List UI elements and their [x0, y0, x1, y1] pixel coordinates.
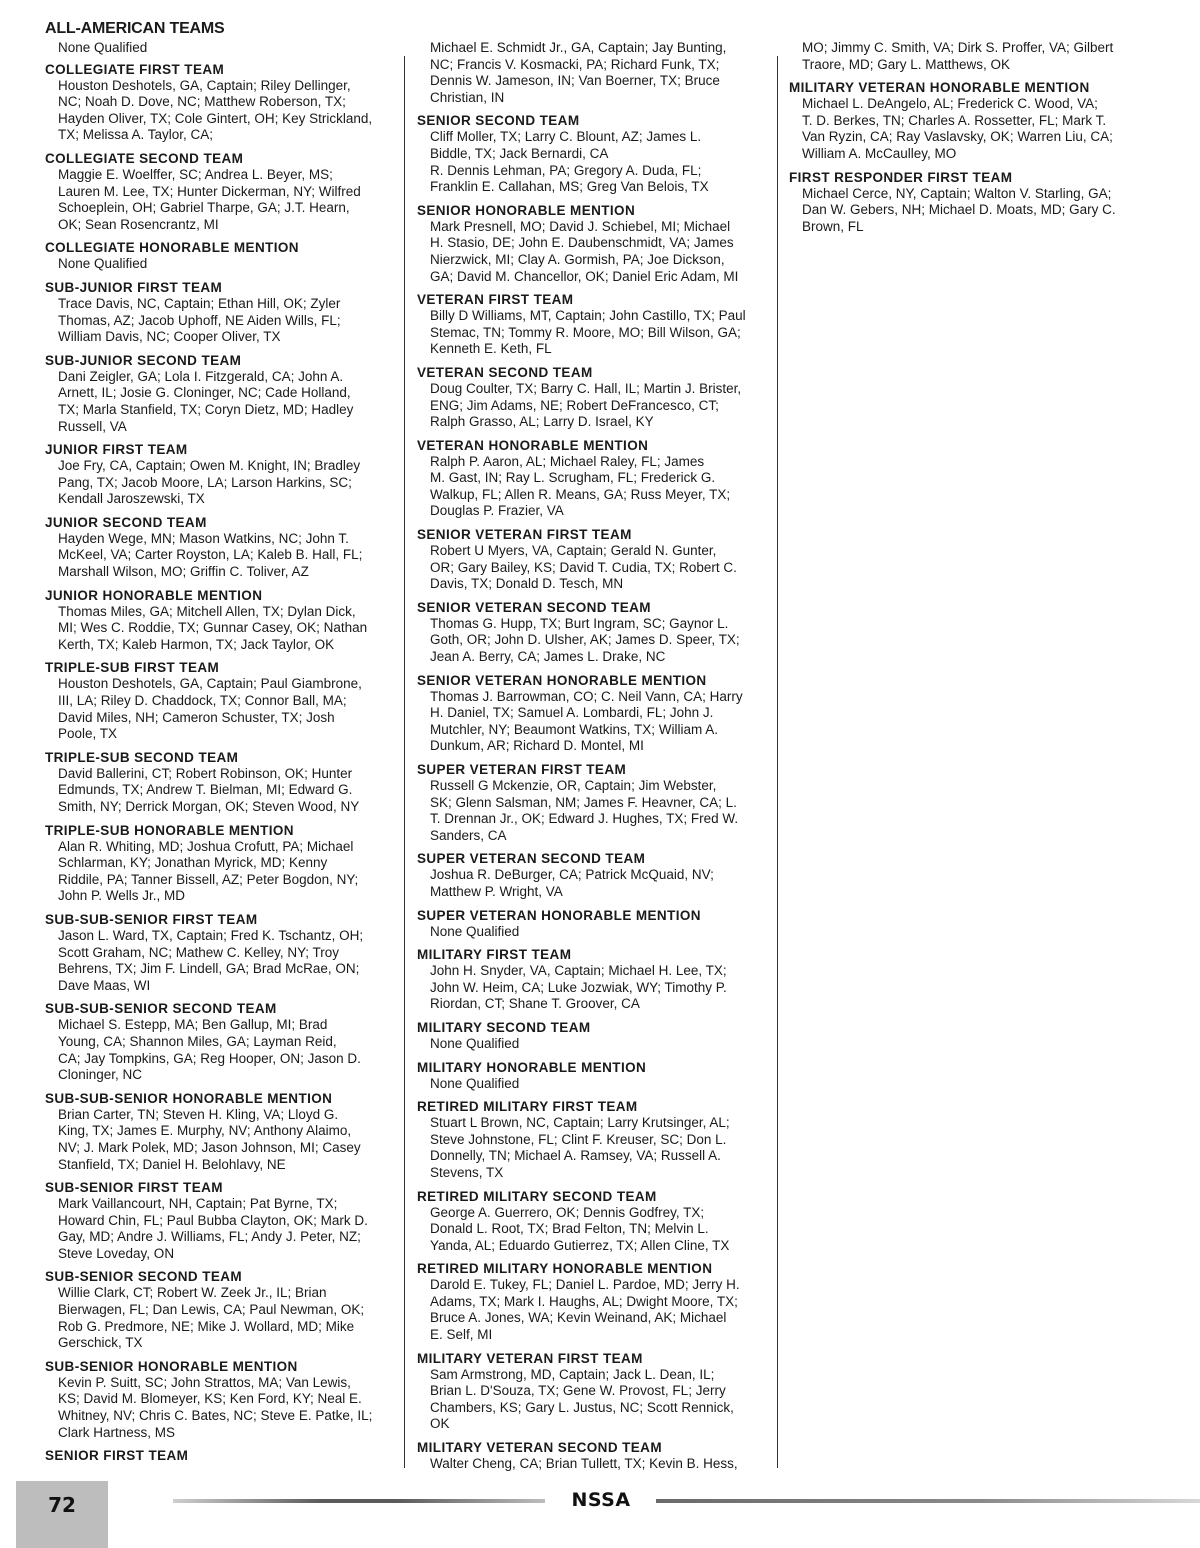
- member-line: David Ballerini, CT; Robert Robinson, OK; Hunter: [58, 765, 353, 781]
- member-line: Arnett, IL; Josie G. Cloninger, NC; Cade Holland,: [58, 385, 351, 401]
- member-line: Poole, TX: [58, 726, 118, 742]
- team-heading: VETERAN FIRST TEAM: [417, 292, 574, 308]
- member-line: Brian Carter, TN; Steven H. Kling, VA; Lloyd G.: [58, 1106, 339, 1122]
- member-line: Robert U Myers, VA, Captain; Gerald N. Gunter,: [430, 543, 717, 559]
- member-line: Gay, MD; Andre J. Williams, FL; Andy J. Peter, NZ;: [58, 1229, 361, 1245]
- team-members: [430, 778, 767, 844]
- member-line: Michael S. Estepp, MA; Ben Gallup, MI; Brad: [58, 1017, 328, 1033]
- team-section: [45, 514, 390, 581]
- member-line: Doug Coulter, TX; Barry C. Hall, IL; Martin J. Brister,: [430, 380, 742, 396]
- member-line: Walkup, FL; Allen R. Means, GA; Russ Meyer, TX;: [430, 486, 731, 502]
- team-heading: SUB-SENIOR FIRST TEAM: [45, 1180, 223, 1196]
- column-2: [417, 40, 767, 1479]
- team-heading: MILITARY FIRST TEAM: [417, 947, 572, 963]
- member-line: Riordan, CT; Shane T. Groover, CA: [430, 996, 640, 1012]
- member-line: Trace Davis, NC, Captain; Ethan Hill, OK; Zyler: [58, 295, 341, 311]
- team-section: [789, 169, 1144, 236]
- team-members: [430, 308, 767, 358]
- member-line: Joshua R. DeBurger, CA; Patrick McQuaid, NV;: [430, 867, 714, 883]
- team-heading: VETERAN SECOND TEAM: [417, 364, 593, 380]
- member-line: Dunkum, AR; Richard D. Montel, MI: [430, 738, 644, 754]
- team-members: [58, 676, 390, 742]
- team-heading: SENIOR VETERAN HONORABLE MENTION: [417, 672, 707, 688]
- team-section: [417, 599, 767, 666]
- team-members: [58, 1196, 390, 1262]
- member-line: Yanda, AL; Eduardo Gutierrez, TX; Allen Cline, TX: [430, 1237, 730, 1253]
- team-heading: MILITARY HONORABLE MENTION: [417, 1059, 647, 1075]
- member-line: William A. McCaulley, MO: [802, 145, 957, 161]
- team-heading: SUB-JUNIOR SECOND TEAM: [45, 352, 242, 368]
- column-divider-1: [404, 56, 405, 1468]
- member-line: Cliff Moller, TX; Larry C. Blount, AZ; James L.: [430, 129, 702, 145]
- member-line: Kenneth E. Keth, FL: [430, 341, 552, 357]
- team-section: [45, 822, 390, 905]
- member-line: Mutchler, NY; Beaumont Watkins, TX; William A.: [430, 721, 718, 737]
- footer-rule-right: [656, 1499, 1200, 1503]
- member-line: Mark Presnell, MO; David J. Schiebel, MI; Michael: [430, 218, 731, 234]
- member-line: Russell G Mckenzie, OR, Captain; Jim Webster,: [430, 778, 717, 793]
- team-section: [417, 1019, 767, 1053]
- member-line: Behrens, TX; Jim F. Lindell, GA; Brad McRae, ON;: [58, 961, 360, 977]
- team-heading: MILITARY VETERAN HONORABLE MENTION: [789, 80, 1090, 96]
- member-line: Stemac, TN; Tommy R. Moore, MO; Bill Wilson, GA;: [430, 324, 741, 340]
- member-line: Walter Cheng, CA; Brian Tullett, TX; Kevin B. Hess,: [430, 1456, 738, 1472]
- member-line: Adams, TX; Mark I. Haughs, AL; Dwight Moore, TX;: [430, 1293, 738, 1309]
- team-members: [802, 40, 1144, 73]
- member-line: MI; Wes C. Roddie, TX; Gunnar Casey, OK; Nathan: [58, 620, 368, 636]
- team-section: [45, 441, 390, 508]
- team-heading: SUPER VETERAN FIRST TEAM: [417, 762, 627, 777]
- member-line: Goth, OR; John D. Ulsher, AK; James D. Speer, TX;: [430, 632, 740, 648]
- team-section: [45, 587, 390, 654]
- team-heading: JUNIOR FIRST TEAM: [45, 442, 188, 458]
- member-line: Van Ryzin, CA; Ray Vaslavsky, OK; Warren Liu, CA;: [802, 129, 1113, 145]
- team-heading: MILITARY VETERAN FIRST TEAM: [417, 1350, 643, 1366]
- team-members: [430, 219, 767, 285]
- team-members: [430, 1036, 767, 1053]
- member-line: Ralph P. Aaron, AL; Michael Raley, FL; James: [430, 453, 705, 469]
- member-line: H. Stasio, DE; John E. Daubenschmidt, VA; James: [430, 235, 734, 251]
- team-members: [430, 1367, 767, 1433]
- team-heading: MILITARY SECOND TEAM: [417, 1019, 591, 1035]
- member-line: George A. Guerrero, OK; Dennis Godfrey, TX;: [430, 1204, 705, 1220]
- team-heading: SUPER VETERAN HONORABLE MENTION: [417, 907, 701, 923]
- member-line: Dave Maas, WI: [58, 977, 151, 993]
- team-heading: SENIOR VETERAN SECOND TEAM: [417, 599, 651, 615]
- team-heading: RETIRED MILITARY HONORABLE MENTION: [417, 1261, 713, 1277]
- member-line: Houston Deshotels, GA, Captain; Paul Giambrone,: [58, 676, 362, 692]
- member-line: Dennis W. Jameson, IN; Van Boerner, TX; Bruce: [430, 73, 720, 89]
- member-line: Michael E. Schmidt Jr., GA, Captain; Jay Bunting,: [430, 40, 727, 55]
- team-members: [58, 839, 390, 905]
- member-line: CA; Jay Tompkins, GA; Reg Hooper, ON; Jason D.: [58, 1050, 361, 1066]
- team-section: [417, 364, 767, 431]
- member-line: Kendall Jaroszewski, TX: [58, 491, 205, 507]
- member-line: Scott Graham, NC; Mathew C. Kelley, NY; Troy: [58, 944, 339, 960]
- team-section: [417, 761, 767, 844]
- page-number: 72: [48, 1493, 76, 1517]
- member-line: Thomas Miles, GA; Mitchell Allen, TX; Dylan Dick,: [58, 603, 356, 619]
- team-section: [45, 1000, 390, 1083]
- member-line: King, TX; James E. Murphy, NV; Anthony Alaimo,: [58, 1123, 352, 1139]
- team-section: [417, 850, 767, 900]
- member-line: McKeel, VA; Carter Royston, LA; Kaleb B. Hall, FL;: [58, 547, 363, 563]
- team-heading: SENIOR HONORABLE MENTION: [417, 202, 636, 218]
- member-line: ENG; Jim Adams, NE; Robert DeFrancesco, CT;: [430, 397, 719, 413]
- member-line: NC; Noah D. Dove, NC; Matthew Roberson, TX;: [58, 94, 346, 110]
- footer-org-name: NSSA: [571, 1489, 631, 1511]
- column-3-sections: [789, 40, 1144, 235]
- team-section: [45, 279, 390, 346]
- team-heading: SUB-SENIOR HONORABLE MENTION: [45, 1358, 298, 1374]
- team-heading: SUB-SENIOR SECOND TEAM: [45, 1269, 243, 1285]
- team-heading: RETIRED MILITARY SECOND TEAM: [417, 1188, 657, 1204]
- member-line: Chambers, KS; Gary L. Justus, NC; Scott Rennick,: [430, 1399, 734, 1415]
- team-heading: VETERAN HONORABLE MENTION: [417, 437, 649, 453]
- team-members: [58, 766, 390, 816]
- team-members: [58, 167, 390, 233]
- member-line: Alan R. Whiting, MD; Joshua Crofutt, PA; Michael: [58, 838, 354, 854]
- member-line: Donald L. Root, TX; Brad Felton, TN; Melvin L.: [430, 1221, 709, 1237]
- member-line: Edmunds, TX; Andrew T. Bielman, MI; Edward G.: [58, 782, 353, 798]
- member-line: None Qualified: [58, 256, 148, 272]
- member-line: None Qualified: [430, 1075, 520, 1091]
- member-line: Donnelly, TN; Michael A. Ramsey, VA; Russell A.: [430, 1148, 721, 1164]
- footer-rule-left: [173, 1499, 545, 1503]
- member-line: T. D. Berkes, TN; Charles A. Rossetter, FL; Mark T.: [802, 112, 1107, 128]
- team-section: [45, 911, 390, 994]
- team-members: [430, 1205, 767, 1255]
- team-section: [45, 1358, 390, 1441]
- team-section: [45, 1268, 390, 1351]
- team-section: [45, 749, 390, 816]
- member-line: Bruce A. Jones, WA; Kevin Weinand, AK; Michael: [430, 1310, 727, 1326]
- team-members: [430, 924, 767, 941]
- member-line: Willie Clark, CT; Robert W. Zeek Jr., IL; Brian: [58, 1285, 327, 1301]
- member-line: John W. Heim, CA; Luke Jozwiak, WY; Timothy P.: [430, 979, 727, 995]
- member-line: NC; Francis V. Kosmacki, PA; Richard Funk, TX;: [430, 56, 720, 72]
- member-line: OK; Sean Rosencrantz, MI: [58, 216, 219, 232]
- team-heading: RETIRED MILITARY FIRST TEAM: [417, 1099, 638, 1115]
- team-section: [417, 1260, 767, 1343]
- member-line: Stevens, TX: [430, 1164, 504, 1180]
- member-line: Clark Hartness, MS: [58, 1424, 176, 1440]
- member-line: TX; Melissa A. Taylor, CA;: [58, 127, 214, 143]
- team-section: [417, 946, 767, 1013]
- team-heading: JUNIOR SECOND TEAM: [45, 514, 207, 530]
- team-heading: SENIOR VETERAN FIRST TEAM: [417, 527, 632, 543]
- member-line: III, LA; Riley D. Chaddock, TX; Connor Ball, MA;: [58, 693, 347, 709]
- member-line: Lauren M. Lee, TX; Hunter Dickerman, NY; Wilfred: [58, 183, 361, 199]
- member-line: TX; Marla Stanfield, TX; Coryn Dietz, MD; Hadley: [58, 401, 354, 417]
- team-section: [417, 40, 767, 106]
- team-heading: SENIOR FIRST TEAM: [45, 1448, 189, 1464]
- team-members: [58, 1375, 390, 1441]
- team-section: [417, 672, 767, 755]
- team-section: [417, 907, 767, 941]
- member-line: Brown, FL: [802, 218, 864, 234]
- column-3: [789, 40, 1144, 241]
- column-2-sections: [417, 40, 767, 1473]
- team-section: [417, 112, 767, 195]
- team-section: [45, 61, 390, 144]
- team-members: [430, 689, 767, 755]
- member-line: M. Gast, IN; Ray L. Scrugham, FL; Frederick G.: [430, 470, 716, 486]
- member-line: None Qualified: [430, 923, 520, 939]
- member-line: Howard Chin, FL; Paul Bubba Clayton, OK; Mark D.: [58, 1212, 368, 1228]
- member-line: Thomas J. Barrowman, CO; C. Neil Vann, CA; Harry: [430, 688, 743, 704]
- member-line: Cloninger, NC: [58, 1067, 143, 1083]
- team-heading: SUB-JUNIOR FIRST TEAM: [45, 279, 223, 295]
- member-line: OR; Gary Bailey, KS; David T. Cudia, TX; Robert C.: [430, 559, 737, 575]
- intro-text: None Qualified: [58, 40, 148, 55]
- team-members: [58, 256, 390, 273]
- member-line: None Qualified: [430, 1035, 520, 1051]
- member-line: Young, CA; Shannon Miles, GA; Layman Reid,: [58, 1033, 337, 1049]
- team-section: [45, 150, 390, 233]
- team-members: [430, 867, 767, 900]
- member-line: Stanfield, TX; Daniel H. Belohlavy, NE: [58, 1156, 286, 1172]
- member-line: KS; David M. Blomeyer, KS; Ken Ford, KY; Neal E.: [58, 1391, 362, 1407]
- team-members: [58, 1285, 390, 1351]
- member-line: Schlarman, KY; Jonathan Myrick, MD; Kenny: [58, 855, 328, 871]
- team-heading: SUB-SUB-SENIOR FIRST TEAM: [45, 911, 258, 927]
- page-title: ALL-AMERICAN TEAMS: [45, 20, 225, 37]
- team-members: [58, 458, 390, 508]
- team-members: [430, 1076, 767, 1093]
- member-line: Joe Fry, CA, Captain; Owen M. Knight, IN; Bradley: [58, 458, 361, 474]
- team-section: [45, 239, 390, 273]
- team-section: [45, 1447, 390, 1464]
- team-section: [417, 1350, 767, 1433]
- member-line: Dan W. Gebers, NH; Michael D. Moats, MD; Gary C.: [802, 202, 1116, 218]
- team-members: [58, 928, 390, 994]
- member-line: T. Drennan Jr., OK; Edward J. Hughes, TX; Fred W.: [430, 811, 739, 827]
- member-line: NV; J. Mark Polek, MD; Jason Johnson, MI; Casey: [58, 1139, 361, 1155]
- team-members: [58, 1017, 390, 1083]
- team-members: [430, 1456, 767, 1473]
- member-line: Matthew P. Wright, VA: [430, 883, 563, 899]
- team-heading: FIRST RESPONDER FIRST TEAM: [789, 169, 1013, 185]
- team-section: [789, 79, 1144, 162]
- member-line: Smith, NY; Derrick Morgan, OK; Steven Wood, NY: [58, 799, 360, 814]
- team-section: [45, 352, 390, 435]
- member-line: Thomas, AZ; Jacob Uphoff, NE Aiden Wills, FL;: [58, 312, 341, 328]
- member-line: William Davis, NC; Cooper Oliver, TX: [58, 329, 281, 345]
- team-members: [58, 369, 390, 435]
- team-heading: TRIPLE-SUB HONORABLE MENTION: [45, 822, 294, 838]
- team-heading: TRIPLE-SUB FIRST TEAM: [45, 660, 220, 676]
- team-members: [430, 381, 767, 431]
- member-line: Ralph Grasso, AL; Larry D. Israel, KY: [430, 414, 654, 430]
- team-section: [45, 1090, 390, 1173]
- member-line: Pang, TX; Jacob Moore, LA; Larson Harkins, SC;: [58, 474, 352, 490]
- team-heading: SUB-SUB-SENIOR SECOND TEAM: [45, 1001, 277, 1017]
- member-line: Douglas P. Frazier, VA: [430, 503, 564, 519]
- member-line: Nierzwick, MI; Clay A. Gormish, PA; Joe Dickson,: [430, 251, 725, 267]
- team-section: [417, 291, 767, 358]
- team-heading: SUB-SUB-SENIOR HONORABLE MENTION: [45, 1090, 333, 1106]
- team-members: [430, 1115, 767, 1181]
- team-section: [417, 1098, 767, 1181]
- member-line: Sanders, CA: [430, 827, 507, 843]
- member-line: Russell, VA: [58, 418, 127, 434]
- member-line: Thomas G. Hupp, TX; Burt Ingram, SC; Gaynor L.: [430, 615, 729, 631]
- member-line: David Miles, NH; Cameron Schuster, TX; Josh: [58, 709, 335, 725]
- member-line: H. Daniel, TX; Samuel A. Lombardi, FL; John J.: [430, 705, 714, 721]
- member-line: Billy D Williams, MT, Captain; John Castillo, TX; Paul: [430, 308, 746, 324]
- team-section: [417, 1059, 767, 1093]
- member-line: Kevin P. Suitt, SC; John Strattos, MA; Van Lewis,: [58, 1374, 351, 1390]
- team-members: [430, 963, 767, 1013]
- team-heading: TRIPLE-SUB SECOND TEAM: [45, 749, 239, 765]
- member-line: Michael Cerce, NY, Captain; Walton V. Starling, GA;: [802, 185, 1112, 201]
- member-line: Davis, TX; Donald D. Tesch, MN: [430, 576, 624, 592]
- team-section: [45, 1179, 390, 1262]
- member-line: Stuart L Brown, NC, Captain; Larry Krutsinger, AL;: [430, 1115, 730, 1131]
- team-members: [430, 1277, 767, 1343]
- member-line: Houston Deshotels, GA, Captain; Riley Dellinger,: [58, 77, 351, 93]
- member-line: Gerschick, TX: [58, 1335, 143, 1351]
- member-line: Christian, IN: [430, 89, 505, 105]
- team-heading: COLLEGIATE FIRST TEAM: [45, 61, 225, 77]
- member-line: Steve Johnstone, FL; Clint F. Kreuser, SC; Don L.: [430, 1131, 727, 1147]
- column-divider-2: [777, 56, 778, 1468]
- team-members: [430, 616, 767, 666]
- member-line: Whitney, NV; Chris C. Bates, NC; Steve E. Patke, IL;: [58, 1408, 373, 1424]
- team-heading: SUPER VETERAN SECOND TEAM: [417, 851, 646, 867]
- team-section: [789, 40, 1144, 73]
- team-section: [417, 1188, 767, 1255]
- member-line: Steve Loveday, ON: [58, 1245, 175, 1261]
- member-line: John H. Snyder, VA, Captain; Michael H. Lee, TX;: [430, 963, 727, 979]
- team-heading: MILITARY VETERAN SECOND TEAM: [417, 1440, 662, 1456]
- member-line: Traore, MD; Gary L. Matthews, OK: [802, 56, 1011, 72]
- member-line: Franklin E. Callahan, MS; Greg Van Belois, TX: [430, 179, 709, 195]
- team-members: [430, 40, 767, 106]
- member-line: Hayden Oliver, TX; Cole Gintert, OH; Key Strickland,: [58, 110, 373, 126]
- team-section: [417, 526, 767, 593]
- member-line: Michael L. DeAngelo, AL; Frederick C. Wood, VA;: [802, 96, 1098, 112]
- member-line: Kerth, TX; Kaleb Harmon, TX; Jack Taylor, OK: [58, 636, 335, 652]
- team-members: [430, 129, 767, 195]
- member-line: Schoeplein, OH; Gabriel Tharpe, GA; J.T. Hearn,: [58, 200, 350, 216]
- member-line: Dani Zeigler, GA; Lola I. Fitzgerald, CA; John A.: [58, 368, 344, 384]
- column-1: [45, 20, 390, 1470]
- member-line: Hayden Wege, MN; Mason Watkins, NC; John T.: [58, 530, 349, 546]
- member-line: Mark Vaillancourt, NH, Captain; Pat Byrne, TX;: [58, 1196, 338, 1212]
- team-heading: COLLEGIATE SECOND TEAM: [45, 150, 244, 166]
- member-line: Bierwagen, FL; Dan Lewis, CA; Paul Newman, OK;: [58, 1302, 365, 1318]
- member-line: MO; Jimmy C. Smith, VA; Dirk S. Proffer, VA; Gilbert: [802, 40, 1114, 55]
- page-number-tab: [16, 1481, 108, 1548]
- member-line: R. Dennis Lehman, PA; Gregory A. Duda, FL;: [430, 162, 702, 178]
- member-line: Sam Armstrong, MD, Captain; Jack L. Dean, IL;: [430, 1366, 715, 1382]
- column-1-sections: [45, 61, 390, 1465]
- member-line: Jason L. Ward, TX, Captain; Fred K. Tschantz, OH;: [58, 927, 364, 943]
- member-line: John P. Wells Jr., MD: [58, 888, 186, 904]
- team-members: [58, 1107, 390, 1173]
- team-members: [58, 78, 390, 144]
- team-heading: SENIOR SECOND TEAM: [417, 113, 580, 129]
- member-line: Jean A. Berry, CA; James L. Drake, NC: [430, 649, 666, 665]
- member-line: Brian L. D'Souza, TX; Gene W. Provost, FL; Jerry: [430, 1383, 726, 1399]
- team-section: [417, 202, 767, 285]
- team-section: [45, 659, 390, 742]
- member-line: Darold E. Tukey, FL; Daniel L. Pardoe, MD; Jerry H.: [430, 1277, 740, 1293]
- team-members: [802, 96, 1144, 162]
- team-members: [430, 454, 767, 520]
- team-members: [802, 186, 1144, 236]
- team-section: [417, 1439, 767, 1473]
- team-members: [430, 543, 767, 593]
- member-line: GA; David M. Chancellor, OK; Daniel Eric Adam, MI: [430, 268, 739, 284]
- team-heading: COLLEGIATE HONORABLE MENTION: [45, 240, 299, 256]
- member-line: Rob G. Predmore, NE; Mike J. Wollard, MD; Mike: [58, 1318, 355, 1334]
- team-members: [58, 296, 390, 346]
- member-line: Biddle, TX; Jack Bernardi, CA: [430, 145, 609, 161]
- team-heading: JUNIOR HONORABLE MENTION: [45, 587, 263, 603]
- member-line: SK; Glenn Salsman, NM; James F. Heavner, CA; L.: [430, 794, 737, 810]
- member-line: Maggie E. Woelffer, SC; Andrea L. Beyer, MS;: [58, 166, 333, 182]
- member-line: E. Self, MI: [430, 1327, 493, 1343]
- member-line: Marshall Wilson, MO; Griffin C. Toliver, AZ: [58, 564, 309, 580]
- member-line: Riddile, PA; Tanner Bissell, AZ; Peter Bogdon, NY;: [58, 871, 359, 887]
- team-members: [58, 604, 390, 654]
- team-members: [58, 531, 390, 581]
- team-section: [417, 437, 767, 520]
- member-line: OK: [430, 1416, 450, 1432]
